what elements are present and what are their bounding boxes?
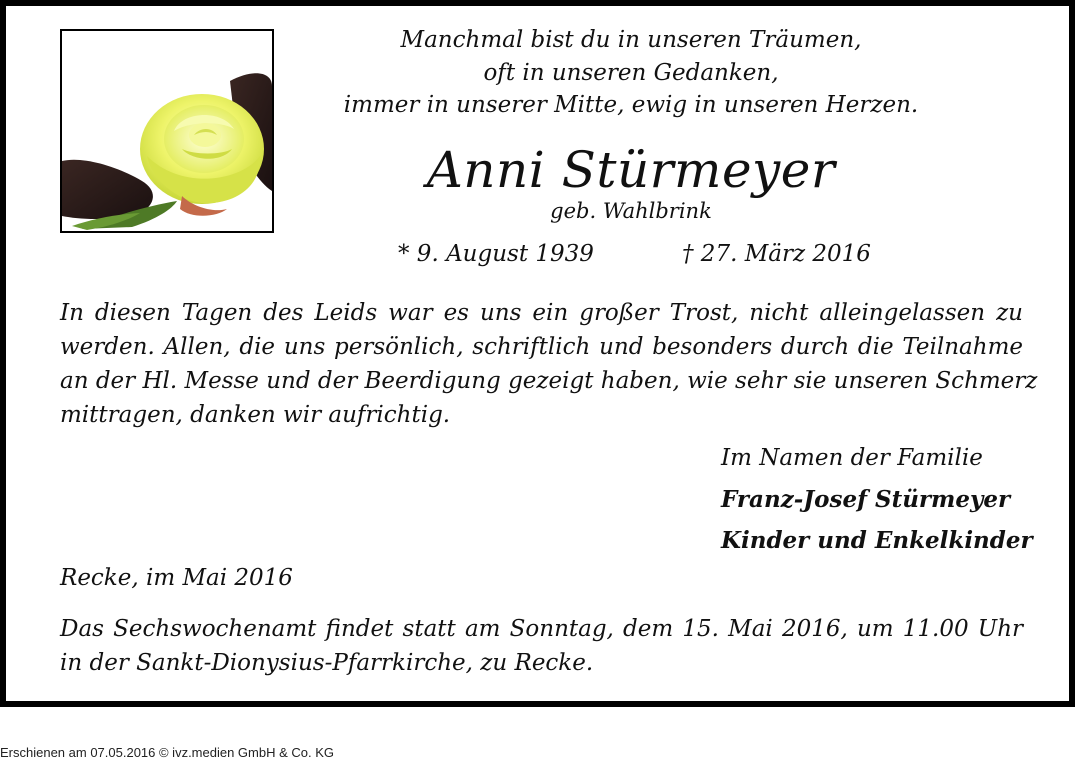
signature-name: Kinder und Enkelkinder [721,527,1033,554]
publication-footer: Erschienen am 07.05.2016 © ivz.medien GmbH & Co. KG [0,745,335,760]
message-line: an der Hl. Messe und der Beerdigung gezeigt haben, wie sehr sie unseren Schmerz [60,368,1038,394]
verse-line: immer in unserer Mitte, ewig in unseren Herzen. [343,92,919,118]
birth-name: geb. Wahlbrink [550,199,712,223]
thank-you-message [60,296,1038,432]
message-line: In diesen Tagen des Leids war es uns ein großer Trost, nicht alleingelassen zu [60,300,1023,326]
family-signature [721,438,1033,561]
death-date: † 27. März 2016 [682,241,871,267]
place-date: Recke, im Mai 2016 [60,565,293,591]
signature-name: Franz-Josef Stürmeyer [721,486,1011,513]
signature-intro: Im Namen der Familie [721,445,983,471]
verse-line: oft in unseren Gedanken, [483,59,779,86]
memorial-verse [306,24,956,122]
message-line: mittragen, danken wir aufrichtig. [60,402,451,428]
service-announcement [60,612,1023,680]
yellow-rose-image [60,29,274,233]
deceased-name: Anni Stürmeyer [426,141,836,199]
verse-line: Manchmal bist du in unseren Träumen, [400,27,862,53]
birth-date: * 9. August 1939 [398,241,594,267]
message-line: werden. Allen, die uns persönlich, schriftlich und besonders durch die Teilnahme [60,334,1023,360]
service-line: in der Sankt-Dionysius-Pfarrkirche, zu Recke. [60,650,594,676]
service-line: Das Sechswochenamt findet statt am Sonntag, dem 15. Mai 2016, um 11.00 Uhr [60,616,1023,642]
